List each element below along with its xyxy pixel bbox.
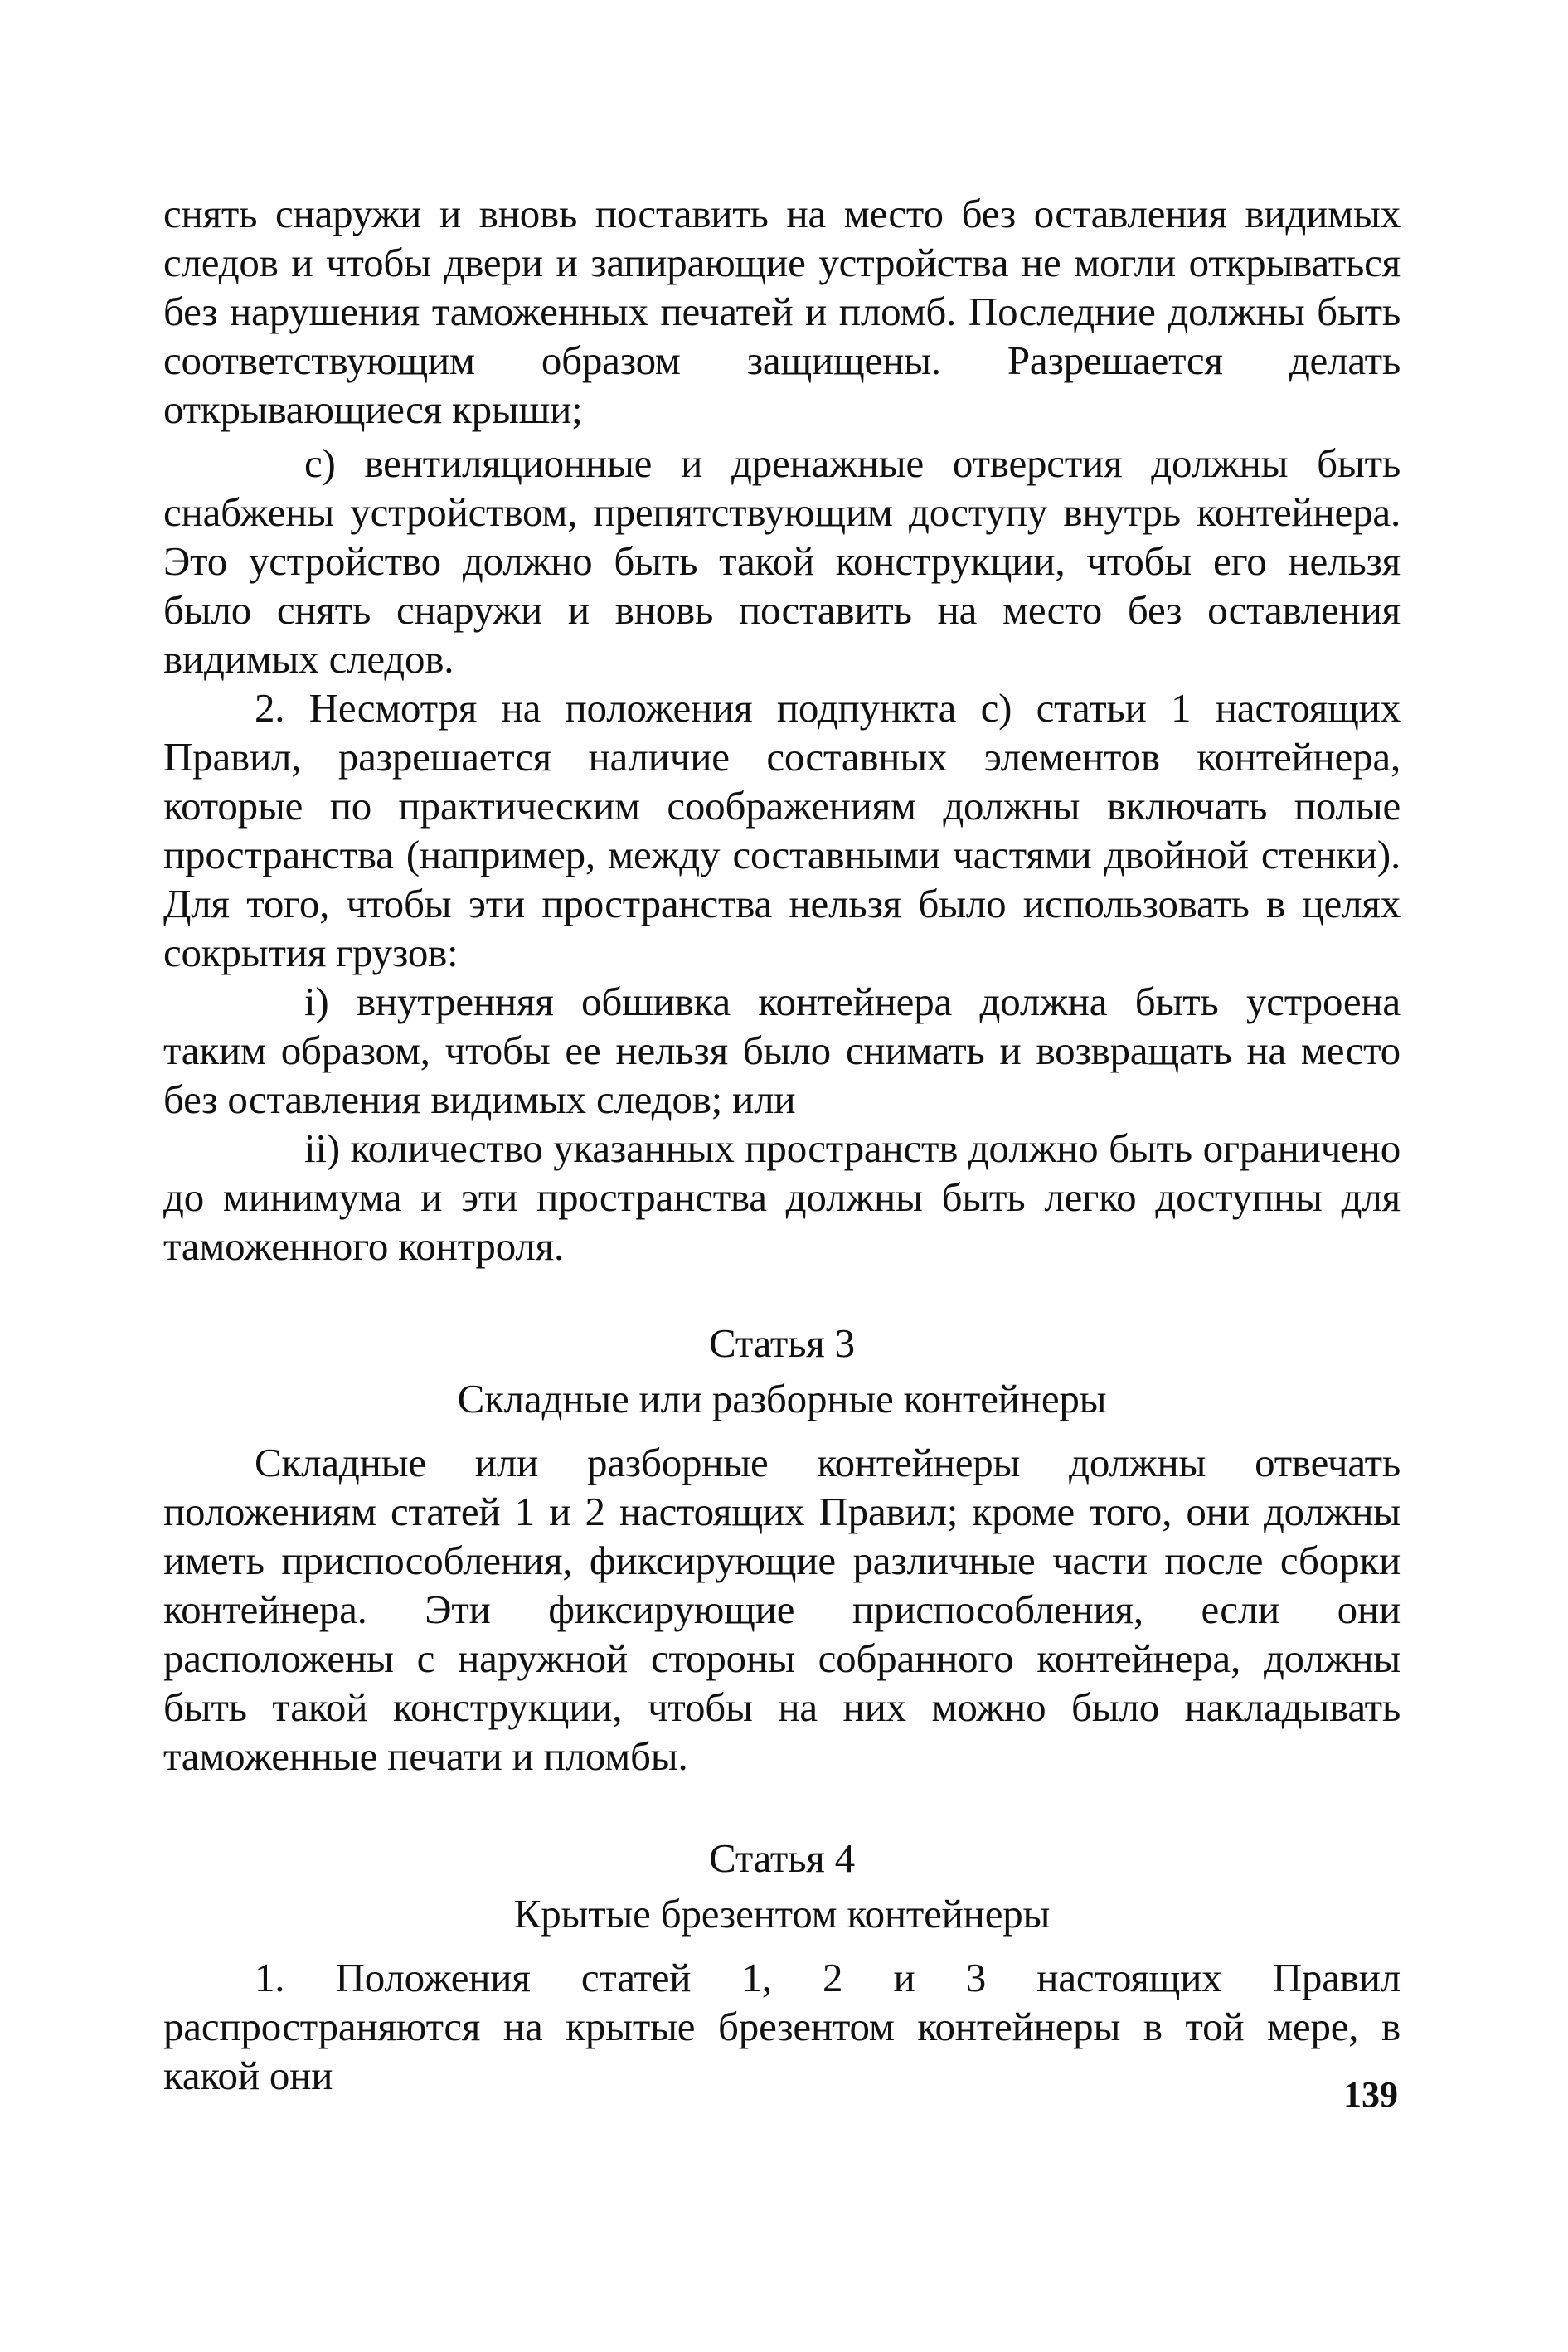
paragraph-continuation: снять снаружи и вновь поставить на место без оставления видимых следов и чтобы двери и запирающие устройства не могли открываться без нарушения таможенных печатей и пломб. Последние должны быть соответствующим образом защищены. Разрешается делать открывающиеся крыши; [163,191,1401,432]
paragraph-item-ii: ii) количество указанных пространств должно быть ограничено до минимума и эти пространства должны быть легко доступны для таможенного контроля. [163,1125,1401,1269]
paragraph-item-c: c) вентиляционные и дренажные отверстия должны быть снабжены устройством, препятствующим доступу внутрь контейнера. Это устройство должно быть такой конструкции, чтобы его нельзя было снять снаружи и вновь поставить на место без оставления видимых следов. [163,440,1401,682]
article-3-title: Складные или разборные контейнеры [457,1376,1107,1421]
paragraph-item-i: i) внутренняя обшивка контейнера должна быть устроена таким образом, чтобы ее нельзя было снимать и возвращать на место без оставления видимых следов; или [163,979,1401,1122]
page-text-body [163,189,1401,2100]
paragraph-point-2: 2. Несмотря на положения подпункта с) статьи 1 настоящих Правил, разрешается наличие составных элементов контейнера, которые по практическим соображениям должны включать полые пространства (например, между составными частями двойной стенки). Для того, чтобы эти пространства нельзя было использовать в целях сокрытия грузов: [163,685,1401,975]
article-3-text: Складные или разборные контейнеры должны отвечать положениям статей 1 и 2 настоящих Правил; кроме того, они должны иметь приспособления, фиксирующие различные части после сборки контейнера. Эти фиксирующие приспособления, если они расположены с наружной стороны собранного контейнера, должны быть такой конструкции, чтобы на них можно было накладывать таможенные печати и пломбы. [163,1440,1401,1779]
page-number: 139 [1343,2074,1398,2115]
article-4-title: Крытые брезентом контейнеры [513,1891,1051,1937]
article-3-number: Статья 3 [709,1320,855,1366]
article-4-text: 1. Положения статей 1, 2 и 3 настоящих Правил распространяются на крытые брезентом контейнеры в той мере, в какой они [163,1955,1401,2098]
article-4-number: Статья 4 [709,1835,855,1881]
